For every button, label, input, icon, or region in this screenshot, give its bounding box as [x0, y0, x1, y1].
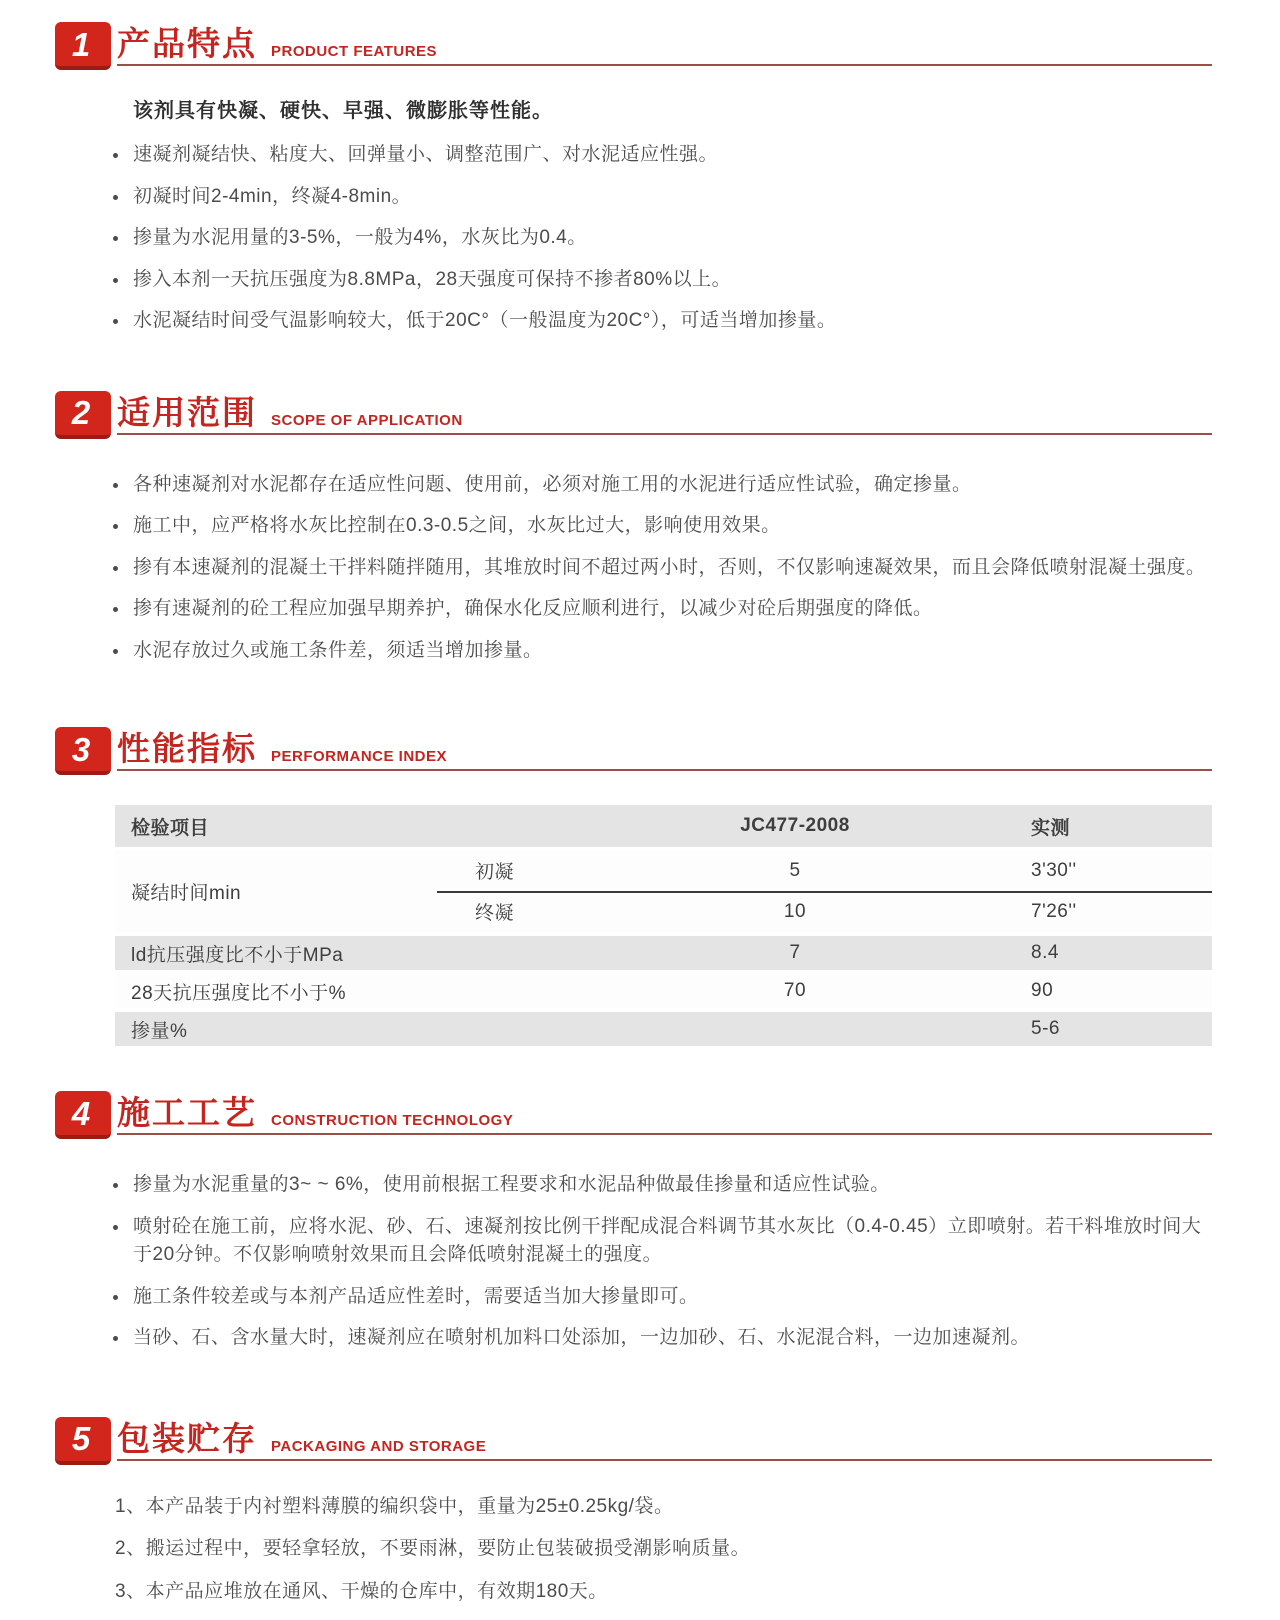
table-cell-measured: 90 — [1031, 980, 1054, 1001]
section-header — [55, 1417, 1212, 1467]
list-item: 掺量为水泥用量的3-5%，一般为4%，水灰比为0.4。 — [133, 224, 1212, 253]
table-row-28d-strength — [115, 974, 1212, 1008]
list-item: 各种速凝剂对水泥都存在适应性问题、使用前，必须对施工用的水泥进行适应性试验，确定掺量。 — [133, 471, 1212, 500]
list-item: 速凝剂凝结快、粘度大、回弹量小、调整范围广、对水泥适应性强。 — [133, 141, 1212, 170]
section-number-badge: 5 — [55, 1417, 111, 1465]
section-subtitle: CONSTRUCTION TECHNOLOGY — [271, 1112, 514, 1129]
features-intro: 该剂具有快凝、硬快、早强、微膨胀等性能。 — [133, 100, 553, 122]
list-item: 施工中，应严格将水灰比控制在0.3-0.5之间，水灰比过大，影响使用效果。 — [133, 512, 1212, 541]
section-packaging-storage — [0, 1417, 1280, 1607]
list-item: 喷射砼在施工前，应将水泥、砂、石、速凝剂按比例干拌配成混合料调节其水灰比（0.4-0.45）立即喷射。若干料堆放时间大于20分钟。不仅影响喷射效果而且会降低喷射混凝土的强度。 — [133, 1213, 1212, 1270]
table-cell-standard: 10 — [783, 900, 807, 922]
section-product-features — [0, 0, 1280, 336]
table-cell-measured: 7'26'' — [1031, 900, 1077, 922]
section-title: 包装贮存 — [117, 1419, 257, 1457]
table-row-1d-strength — [115, 936, 1212, 970]
packaging-list — [55, 1493, 1212, 1607]
section-construction-technology — [0, 1091, 1280, 1353]
list-item: 掺有速凝剂的砼工程应加强早期养护，确保水化反应顺利进行，以减少对砼后期强度的降低。 — [133, 595, 1212, 624]
column-header-standard: JC477-2008 — [740, 815, 850, 836]
table-cell-item: 28天抗压强度比不小于% — [131, 982, 347, 1004]
column-header-sub — [437, 805, 625, 847]
list-item: 3、本产品应堆放在通风、干燥的仓库中，有效期180天。 — [115, 1580, 608, 1602]
section-title-row — [117, 22, 1212, 66]
table-header-row — [115, 805, 1212, 847]
section-header — [55, 727, 1212, 777]
table-row-dosage — [115, 1012, 1212, 1046]
section-title: 性能指标 — [117, 730, 257, 767]
section-title-row — [117, 391, 1212, 435]
list-item: 施工条件较差或与本剂产品适应性差时，需要适当加大掺量即可。 — [133, 1283, 1212, 1312]
list-item: 初凝时间2-4min，终凝4-8min。 — [133, 183, 1212, 212]
table-cell-item: 掺量% — [131, 1020, 188, 1042]
section-performance-index — [0, 727, 1280, 1046]
list-item: 2、搬运过程中，要轻拿轻放，不要雨淋，要防止包装破损受潮影响质量。 — [115, 1538, 751, 1559]
section-title: 适用范围 — [117, 393, 257, 431]
section-subtitle: PRODUCT FEATURES — [271, 43, 438, 60]
list-item: 水泥存放过久或施工条件差，须适当增加掺量。 — [133, 637, 1212, 666]
table-cell-measured: 3'30'' — [965, 850, 1212, 893]
list-item: 1、本产品装于内衬塑料薄膜的编织袋中，重量为25±0.25kg/袋。 — [115, 1495, 674, 1517]
list-item: 掺入本剂一天抗压强度为8.8MPa，28天强度可保持不掺者80%以上。 — [133, 266, 1212, 295]
section-title: 施工工艺 — [117, 1094, 257, 1131]
section-number-badge: 3 — [55, 727, 111, 775]
table-cell-sub: 终凝 — [475, 903, 515, 924]
section-header — [55, 391, 1212, 441]
table-cell-standard: 5 — [625, 850, 965, 893]
table-cell-standard: 7 — [789, 942, 801, 963]
table-cell-measured: 8.4 — [1031, 942, 1059, 963]
list-item: 水泥凝结时间受气温影响较大，低于20C°（一般温度为20C°），可适当增加掺量。 — [133, 307, 1212, 336]
list-item: 掺有本速凝剂的混凝土干拌料随拌随用，其堆放时间不超过两小时，否则，不仅影响速凝效果，而且会降低喷射混凝土强度。 — [133, 554, 1212, 583]
table-cell-item: ld抗压强度比不小于MPa — [131, 944, 344, 966]
table-cell-standard: 70 — [783, 980, 807, 1001]
section-header — [55, 1091, 1212, 1141]
column-header-measured: 实测 — [1031, 817, 1071, 839]
scope-list — [55, 471, 1212, 666]
section-number-badge: 1 — [55, 22, 111, 70]
section-title-row — [117, 727, 1212, 771]
section-number-badge: 4 — [55, 1091, 111, 1139]
table-cell-standard — [625, 1012, 965, 1046]
column-header-item: 检验项目 — [131, 817, 210, 839]
table-row-setting-time — [115, 850, 1212, 932]
section-subtitle: SCOPE OF APPLICATION — [271, 411, 463, 429]
section-title-row — [117, 1091, 1212, 1135]
section-title-row — [117, 1417, 1212, 1461]
construction-list — [55, 1171, 1212, 1353]
table-cell-sub: 初凝 — [437, 850, 625, 893]
table-cell-measured: 5-6 — [1031, 1018, 1060, 1039]
section-subtitle: PACKAGING AND STORAGE — [271, 1437, 487, 1455]
performance-table — [115, 805, 1212, 1046]
features-list — [55, 141, 1212, 336]
section-scope-of-application — [0, 391, 1280, 666]
section-header — [55, 22, 1212, 72]
list-item: 当砂、石、含水量大时，速凝剂应在喷射机加料口处添加，一边加砂、石、水泥混合料，一边加速凝剂。 — [133, 1324, 1212, 1353]
section-title: 产品特点 — [117, 25, 257, 62]
section-subtitle: PERFORMANCE INDEX — [271, 748, 448, 765]
section-number-badge: 2 — [55, 391, 111, 439]
list-item: 掺量为水泥重量的3~ ~ 6%，使用前根据工程要求和水泥品种做最佳掺量和适应性试验。 — [133, 1171, 1212, 1200]
table-cell-item: 凝结时间min — [131, 882, 242, 904]
